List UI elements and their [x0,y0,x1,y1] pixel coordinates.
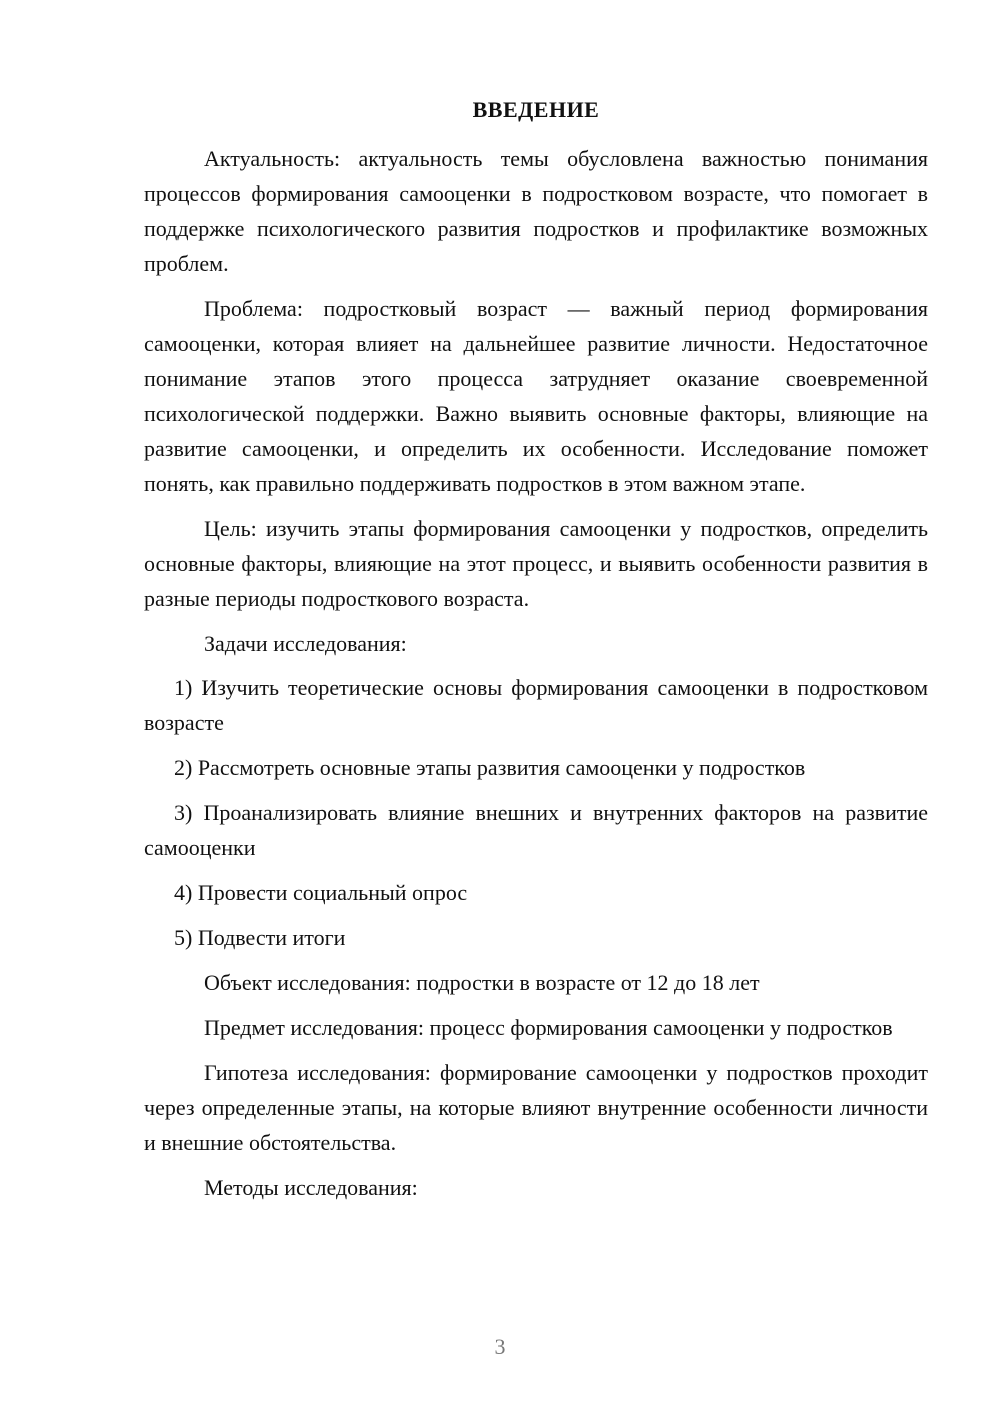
goal-paragraph: Цель: изучить этапы формирования самооценки у подростков, определить основные факторы, влияющие на этот процесс, и выявить особенности развития в разные периоды подросткового возраста. [144,516,928,611]
task-list-item-5: 5) Подвести итоги [174,925,346,950]
task-list-item-3: 3) Проанализировать влияние внешних и внутренних факторов на развитие самооценки [144,800,928,860]
task-list-item-2: 2) Рассмотреть основные этапы развития самооценки у подростков [174,755,806,780]
object-paragraph: Объект исследования: подростки в возрасте от 12 до 18 лет [204,970,760,995]
relevance-paragraph: Актуальность: актуальность темы обусловлена важностью понимания процессов формирования самооценки в подростковом возрасте, что помогает в поддержке психологического развития подростков и профилактике возможных проблем. [144,146,928,276]
task-list-item-1: 1) Изучить теоретические основы формирования самооценки в подростковом возрасте [144,675,928,735]
task-list-item-4: 4) Провести социальный опрос [174,880,468,905]
hypothesis-paragraph: Гипотеза исследования: формирование самооценки у подростков проходит через определенные этапы, на которые влияют внутренние особенности личности и внешние обстоятельства. [144,1060,928,1155]
subject-paragraph: Предмет исследования: процесс формирования самооценки у подростков [204,1015,893,1040]
section-title: ВВЕДЕНИЕ [472,97,600,122]
problem-paragraph: Проблема: подростковый возраст — важный период формирования самооценки, которая влияет на дальнейшее развитие личности. Недостаточное понимание этапов этого процесса затрудняет оказание своевременной психологической поддержки. Важно выявить основные факторы, влияющие на развитие самооценки, и определить их особенности. Исследование поможет понять, как правильно поддерживать подростков в этом важном этапе. [144,296,928,496]
tasks-heading: Задачи исследования: [204,631,407,656]
methods-paragraph: Методы исследования: [204,1175,418,1200]
document-body [144,95,928,1215]
page-number: 3 [494,1334,506,1359]
